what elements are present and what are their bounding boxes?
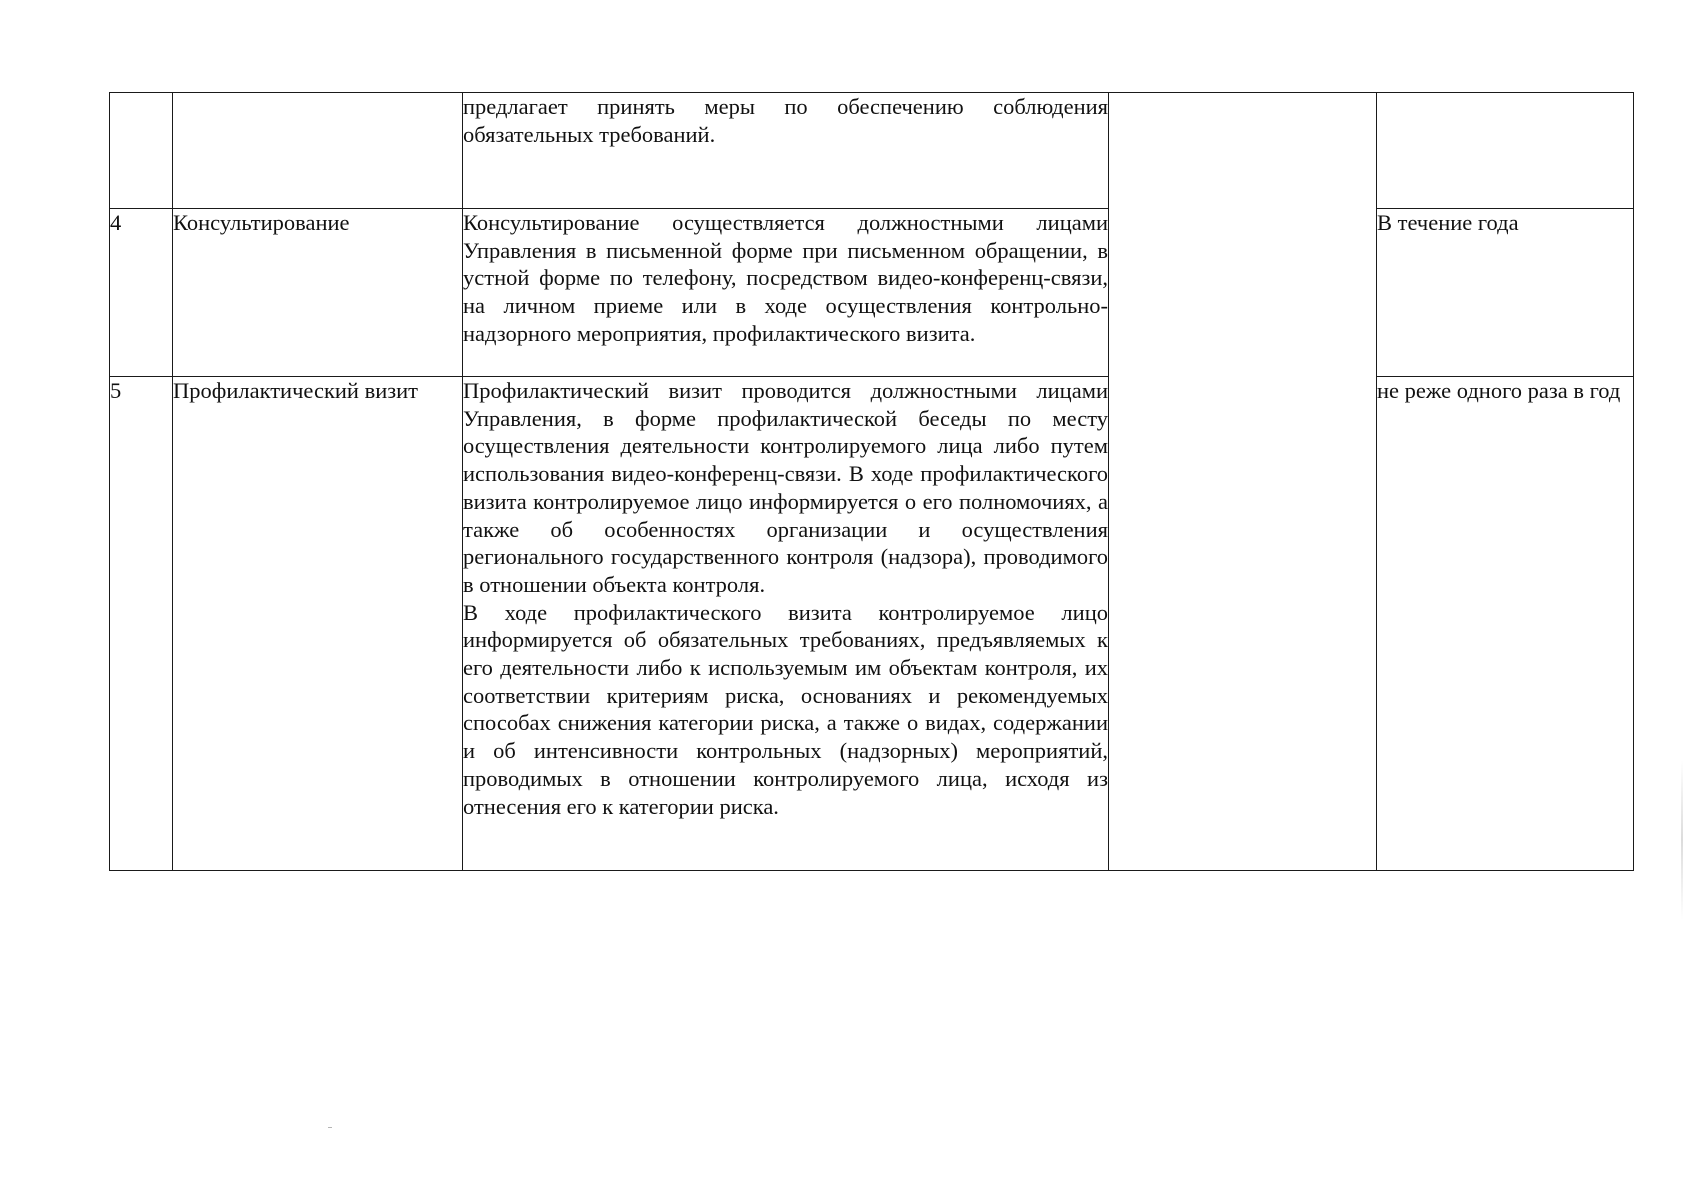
responsible-cell: [1109, 93, 1377, 871]
measure-description-paragraph-1: Профилактический визит проводится должностными лицами Управления, в форме профилактической беседы по месту осуществления деятельности контролируемого лица либо путем использования видео-конференц-связи. В ходе профилактического визита контролируемое лицо информируется о его полномочиях, а также об особенностях организации и осуществления регионального государственного контроля (надзора), проводимого в отношении объекта контроля.: [463, 378, 1108, 597]
measure-description: предлагает принять меры по обеспечению соблюдения обязательных требований.: [463, 94, 1108, 147]
table-row: [110, 93, 1634, 209]
row-number-cell: [110, 209, 173, 377]
row-number-cell: [110, 93, 173, 209]
measure-name-cell: [173, 377, 463, 871]
measure-description-cell: [463, 209, 1109, 377]
scan-edge-shadow: [1681, 760, 1683, 920]
row-number: 5: [110, 378, 122, 403]
row-number: 4: [110, 210, 122, 235]
term-cell: [1377, 93, 1634, 209]
measure-description-cell: [463, 377, 1109, 871]
measure-term: не реже одного раза в год: [1377, 378, 1621, 403]
measure-name-cell: [173, 93, 463, 209]
table-row: [110, 209, 1634, 377]
measure-description: Консультирование осуществляется должностными лицами Управления в письменной форме при письменном обращении, в устной форме по телефону, посредством видео-конференц-связи, на личном приеме или в ходе осуществления контрольно-надзорного мероприятия, профилактического визита.: [463, 210, 1108, 346]
measure-description-paragraph-2: В ходе профилактического визита контролируемое лицо информируется об обязательных требованиях, предъявляемых к его деятельности либо к используемым им объектам контроля, их соответствии критериям риска, основаниях и рекомендуемых способах снижения категории риска, а также о видах, содержании и об интенсивности контрольных (надзорных) мероприятий, проводимых в отношении контролируемого лица, исходя из отнесения его к категории риска.: [463, 599, 1108, 819]
measure-name: Консультирование: [173, 210, 350, 235]
row-number-cell: [110, 377, 173, 871]
measures-table: [109, 92, 1634, 871]
table-row: [110, 377, 1634, 871]
measure-term: В течение года: [1377, 210, 1519, 235]
term-cell: [1377, 209, 1634, 377]
measure-name-cell: [173, 209, 463, 377]
measure-description-cell: [463, 93, 1109, 209]
scan-speck: [328, 1127, 332, 1128]
term-cell: [1377, 377, 1634, 871]
measure-name: Профилактический визит: [173, 378, 419, 403]
